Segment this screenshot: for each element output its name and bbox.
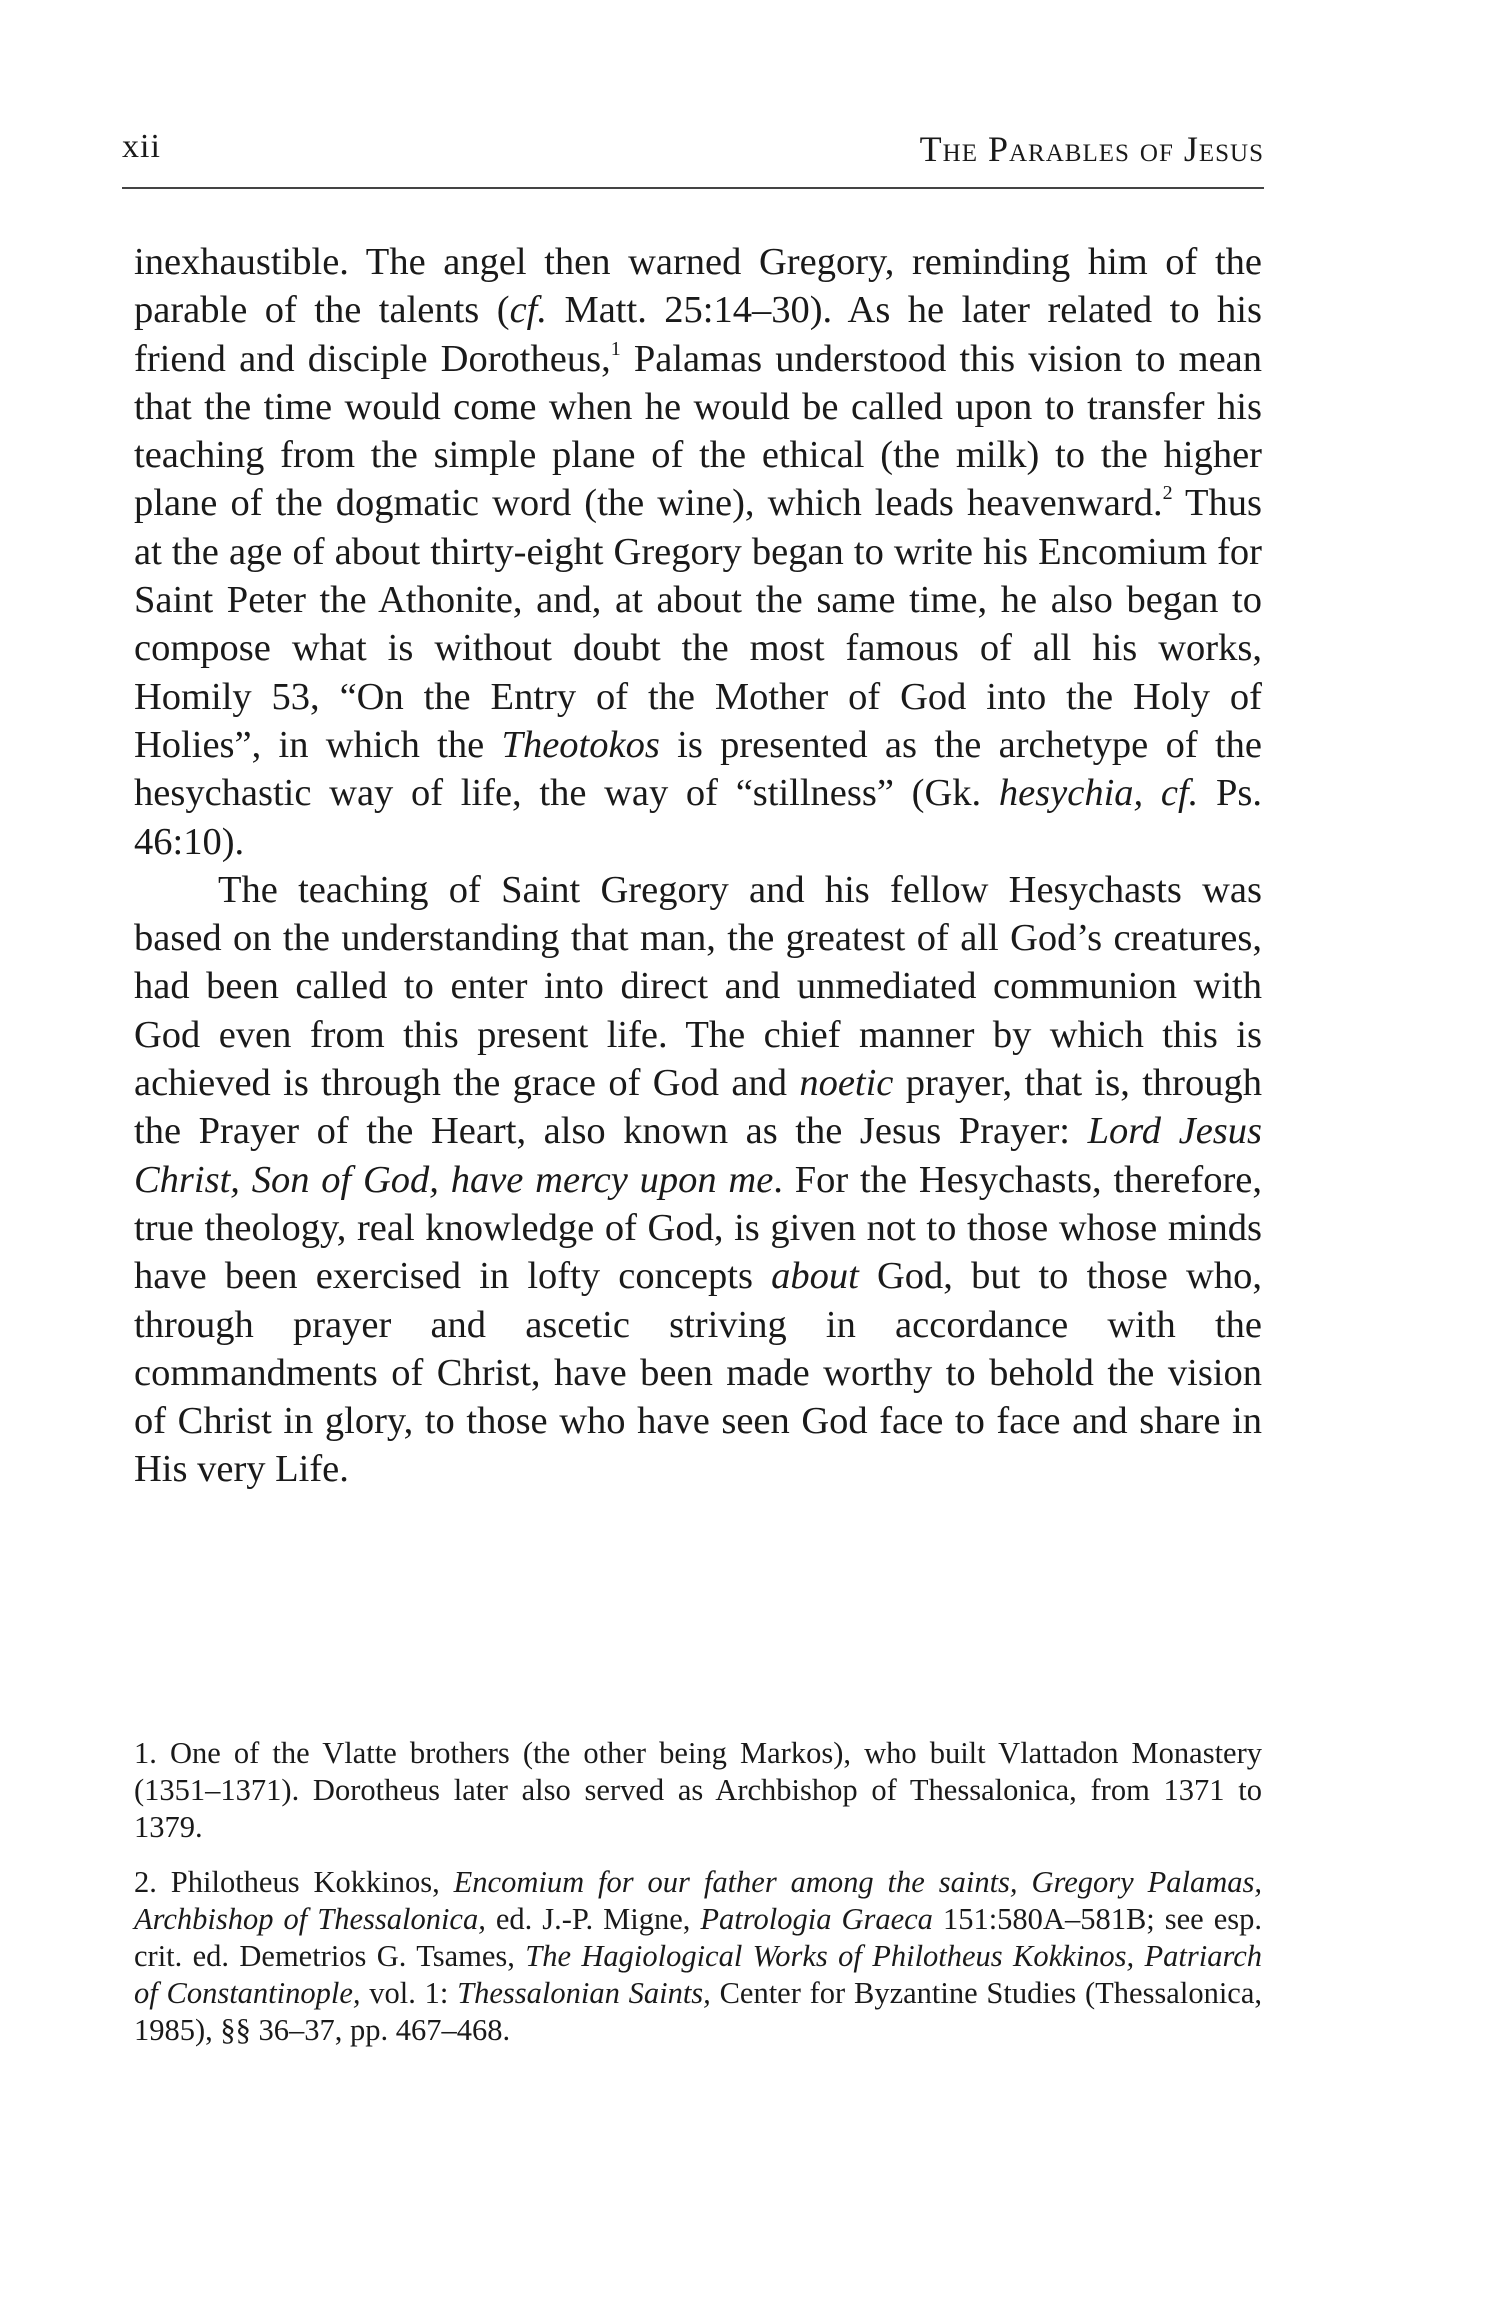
italic-text: hesychia, cf. bbox=[998, 772, 1199, 815]
text-run: 1. One of the Vlatte brothers (the other being Markos), who built Vlattadon Monastery (1351–1371). Dorotheus later also served as Archbishop of Thessalonica, from 1371 to 1379. bbox=[134, 1736, 1262, 1844]
text-run: prayer, that is, through the Prayer of the Heart, also known as the Jesus Prayer: bbox=[134, 1062, 1262, 1153]
text-run: 151:580A–581B; see esp. crit. ed. Demetrios G. Tsames, bbox=[134, 1902, 1263, 1973]
footnote-2 bbox=[134, 1864, 1262, 2049]
text-run: . For the Hesychasts, therefore, true theology, real knowledge of God, is given not to those whose minds have been exercised in lofty concepts bbox=[134, 1158, 1263, 1298]
italic-text: noetic bbox=[799, 1062, 894, 1105]
running-head bbox=[122, 118, 1264, 178]
page-number: xii bbox=[122, 128, 161, 165]
header-rule bbox=[122, 187, 1264, 189]
footnote-ref: 2 bbox=[1162, 482, 1173, 505]
italic-text: cf. bbox=[509, 289, 548, 332]
italic-text: Patrologia Graeca bbox=[700, 1902, 933, 1936]
italic-text: The Hagiological Works of Philotheus Kokkinos, Patriarch of Constantinople, bbox=[134, 1939, 1262, 2010]
italic-text: Theotokos bbox=[501, 723, 660, 766]
italic-text: Lord Jesus Christ, Son of God, have mercy upon me bbox=[134, 1110, 1263, 1201]
text-run: God, but to those who, through prayer and ascetic striving in accordance with the commandments of Christ, have been made worthy to behold the vision of Christ in glory, to those who have seen God face to face and share in His very Life. bbox=[134, 1255, 1262, 1491]
text-run: Ps. 46:10). bbox=[134, 772, 1262, 863]
italic-text: Encomium for our father among the saints, Gregory Palamas, Archbishop of Thessalonica, bbox=[134, 1865, 1262, 1936]
text-run: Palamas understood this vision to mean that the time would come when he would be called upon to transfer his teaching from the simple plane of the ethical (the milk) to the higher plane of the dogmatic word (the wine), which leads heavenward. bbox=[134, 337, 1262, 525]
body-text bbox=[134, 238, 1262, 1494]
italic-text: Thessalonian Saints, bbox=[457, 1976, 711, 2010]
running-title: The Parables of Jesus bbox=[919, 129, 1264, 169]
text-run: inexhaustible. The angel then warned Gregory, reminding him of the parable of the talents ( bbox=[134, 241, 1262, 332]
text-run: is presented as the archetype of the hesychastic way of life, the way of “stillness” (Gk. bbox=[134, 723, 1262, 815]
paragraph-2 bbox=[134, 866, 1262, 1494]
text-run: Matt. 25:14–30). As he later related to his friend and disciple Dorotheus, bbox=[134, 289, 1262, 380]
italic-text: about bbox=[771, 1255, 859, 1298]
footnotes bbox=[134, 1735, 1262, 2067]
text-run: 2. Philotheus Kokkinos, bbox=[134, 1865, 454, 1899]
text-run: The teaching of Saint Gregory and his fellow Hesychasts was based on the understanding that man, the greatest of all God’s creatures, had been called to enter into direct and unmediated communion with God even from this present life. The chief manner by which this is achieved is through the grace of God and bbox=[134, 868, 1262, 1105]
footnote-1 bbox=[134, 1735, 1262, 1846]
text-run: vol. 1: bbox=[360, 1976, 458, 2010]
text-run: ed. J.-P. Migne, bbox=[485, 1902, 701, 1936]
footnote-ref: 1 bbox=[610, 337, 621, 360]
text-run: Center for Byzantine Studies (Thessalonica, 1985), §§ 36–37, pp. 467–468. bbox=[134, 1976, 1262, 2047]
paragraph-1 bbox=[134, 238, 1262, 866]
text-run: Thus at the age of about thirty-eight Gregory began to write his Encomium for Saint Peter the Athonite, and, at about the same time, he also began to compose what is without doubt the most famous of all his works, Homily 53, “On the Entry of the Mother of God into the Holy of Holies”, in which the bbox=[134, 482, 1262, 766]
